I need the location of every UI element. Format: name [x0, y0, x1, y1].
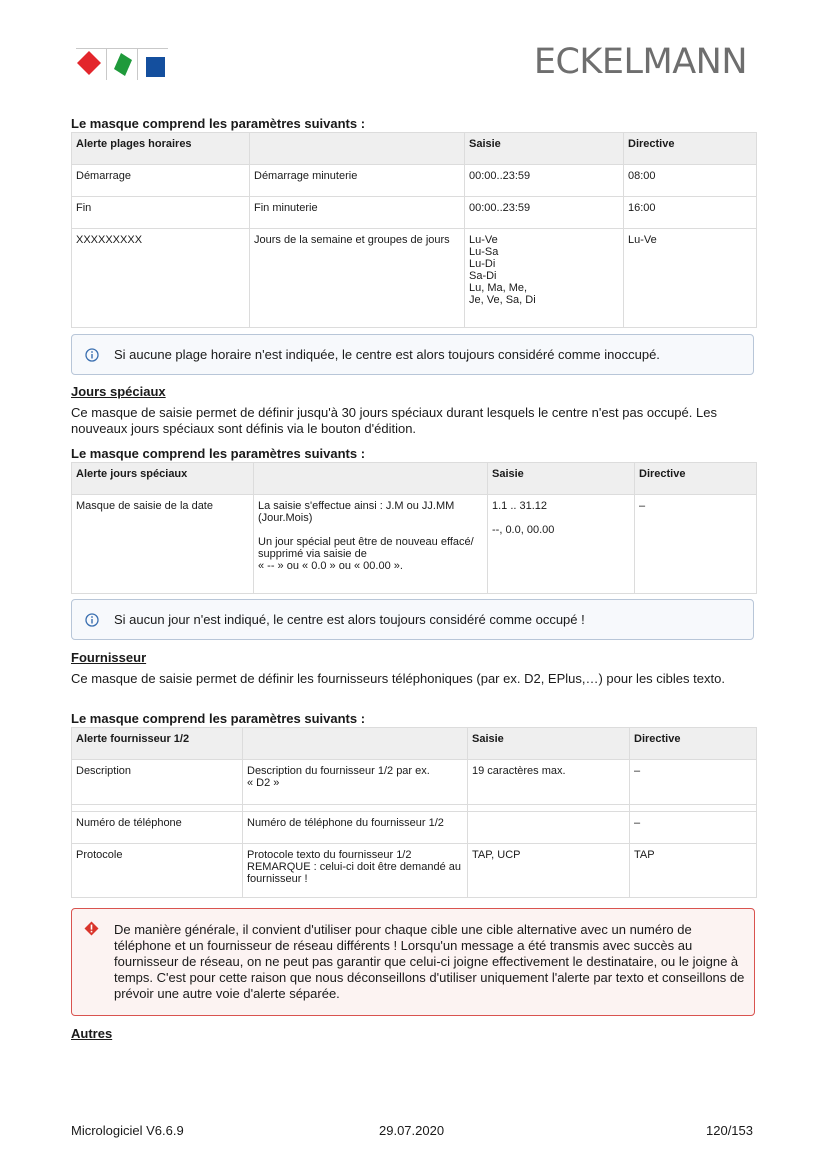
table-row [72, 844, 757, 898]
table-row [72, 760, 757, 805]
table-header: Saisie [488, 463, 635, 495]
table-header: Directive [624, 133, 757, 165]
table-provider [71, 727, 757, 898]
table-cell: Numéro de téléphone [72, 812, 243, 844]
table-cell: Jours de la semaine et groupes de jours [250, 229, 465, 328]
table-special-days [71, 462, 757, 594]
table-header: Directive [635, 463, 757, 495]
table-cell: Fin [72, 197, 250, 229]
table-header [254, 463, 488, 495]
table-time-ranges [71, 132, 757, 328]
table-cell: Démarrage minuterie [250, 165, 465, 197]
table-row [72, 495, 757, 594]
table-cell: Protocole texto du fournisseur 1/2 REMARQUE : celui-ci doit être demandé au fournisseur ! [243, 844, 468, 898]
table-cell: Masque de saisie de la date [72, 495, 254, 594]
footer-firmware-version: Micrologiciel V6.6.9 [71, 1123, 184, 1138]
table-header: Saisie [468, 728, 630, 760]
table-cell: Fin minuterie [250, 197, 465, 229]
table-header [250, 133, 465, 165]
table-cell: 1.1 .. 31.12 --, 0.0, 00.00 [488, 495, 635, 594]
company-logo [76, 48, 168, 80]
table-cell [468, 812, 630, 844]
table-cell: Lu-Ve [624, 229, 757, 328]
info-icon [85, 613, 99, 627]
info-icon [85, 348, 99, 362]
table-row [72, 165, 757, 197]
table-cell: Protocole [72, 844, 243, 898]
table-header [243, 728, 468, 760]
table-cell: XXXXXXXXX [72, 229, 250, 328]
section-title-provider: Fournisseur [71, 650, 147, 665]
table-cell: 00:00..23:59 [465, 197, 624, 229]
params-heading-1: Le masque comprend les paramètres suivants : [71, 116, 366, 131]
section-title-others: Autres [71, 1026, 113, 1041]
table-header: Directive [630, 728, 757, 760]
footer-date: 29.07.2020 [379, 1123, 445, 1138]
warning-note-provider [71, 908, 755, 1016]
params-heading-2: Le masque comprend les paramètres suivants : [71, 446, 366, 461]
table-cell: Description [72, 760, 243, 805]
table-cell: 08:00 [624, 165, 757, 197]
table-cell: 00:00..23:59 [465, 165, 624, 197]
table-cell: – [630, 760, 757, 805]
table-cell: Description du fournisseur 1/2 par ex. « D2 » [243, 760, 468, 805]
table-header: Alerte plages horaires [72, 133, 250, 165]
table-header: Alerte fournisseur 1/2 [72, 728, 243, 760]
warning-icon [84, 921, 99, 936]
table-header: Saisie [465, 133, 624, 165]
table-header: Alerte jours spéciaux [72, 463, 254, 495]
table-cell: Lu-Ve Lu-Sa Lu-Di Sa-Di Lu, Ma, Me, Je, Ve, Sa, Di [465, 229, 624, 328]
section-paragraph: Ce masque de saisie permet de définir les fournisseurs téléphoniques (par ex. D2, EPlus,…) pour les cibles texto. [71, 671, 725, 686]
table-row [72, 197, 757, 229]
table-cell: TAP, UCP [468, 844, 630, 898]
table-cell: – [635, 495, 757, 594]
table-cell: Numéro de téléphone du fournisseur 1/2 [243, 812, 468, 844]
table-row-spacer [72, 805, 757, 812]
footer-page-number: 120/153 [706, 1123, 753, 1138]
table-cell: TAP [630, 844, 757, 898]
table-cell: Démarrage [72, 165, 250, 197]
info-note-text: Si aucune plage horaire n'est indiquée, le centre est alors toujours considéré comme inoccupé. [114, 347, 660, 362]
table-row [72, 812, 757, 844]
table-cell: – [630, 812, 757, 844]
section-paragraph: Ce masque de saisie permet de définir jusqu'à 30 jours spéciaux durant lesquels le centre n'est pas occupé. Les nouveaux jours spéciaux sont définis via le bouton d'édition. [71, 405, 717, 436]
info-note-special-days [71, 599, 754, 640]
params-heading-3: Le masque comprend les paramètres suivants : [71, 711, 366, 726]
info-note-text: Si aucun jour n'est indiqué, le centre est alors toujours considéré comme occupé ! [114, 612, 585, 627]
table-cell: La saisie s'effectue ainsi : J.M ou JJ.MM (Jour.Mois) Un jour spécial peut être de nouveau effacé/ supprimé via saisie de « -- » ou « 0.0 » ou « 00.00 ». [254, 495, 488, 594]
table-cell: 19 caractères max. [468, 760, 630, 805]
section-title-special-days: Jours spéciaux [71, 384, 166, 399]
brand-wordmark: ECKELMANN [533, 42, 747, 82]
table-cell: 16:00 [624, 197, 757, 229]
table-row [72, 229, 757, 328]
warning-note-text: De manière générale, il convient d'utiliser pour chaque cible une cible alternative avec un numéro de téléphone et un fournisseur de réseau différents ! Lorsqu'un message a été transmis avec succès au fournisseur de réseau, on ne peut pas garantir que celui-ci joigne effectivement le destinataire, ou le joigne à temps. C'est pour cette raison que nous déconseillons d'utiliser uniquement l'alerte par texto et conseillons de prévoir une autre voie d'alerte séparée. [114, 922, 745, 1001]
info-note-time-ranges [71, 334, 754, 375]
